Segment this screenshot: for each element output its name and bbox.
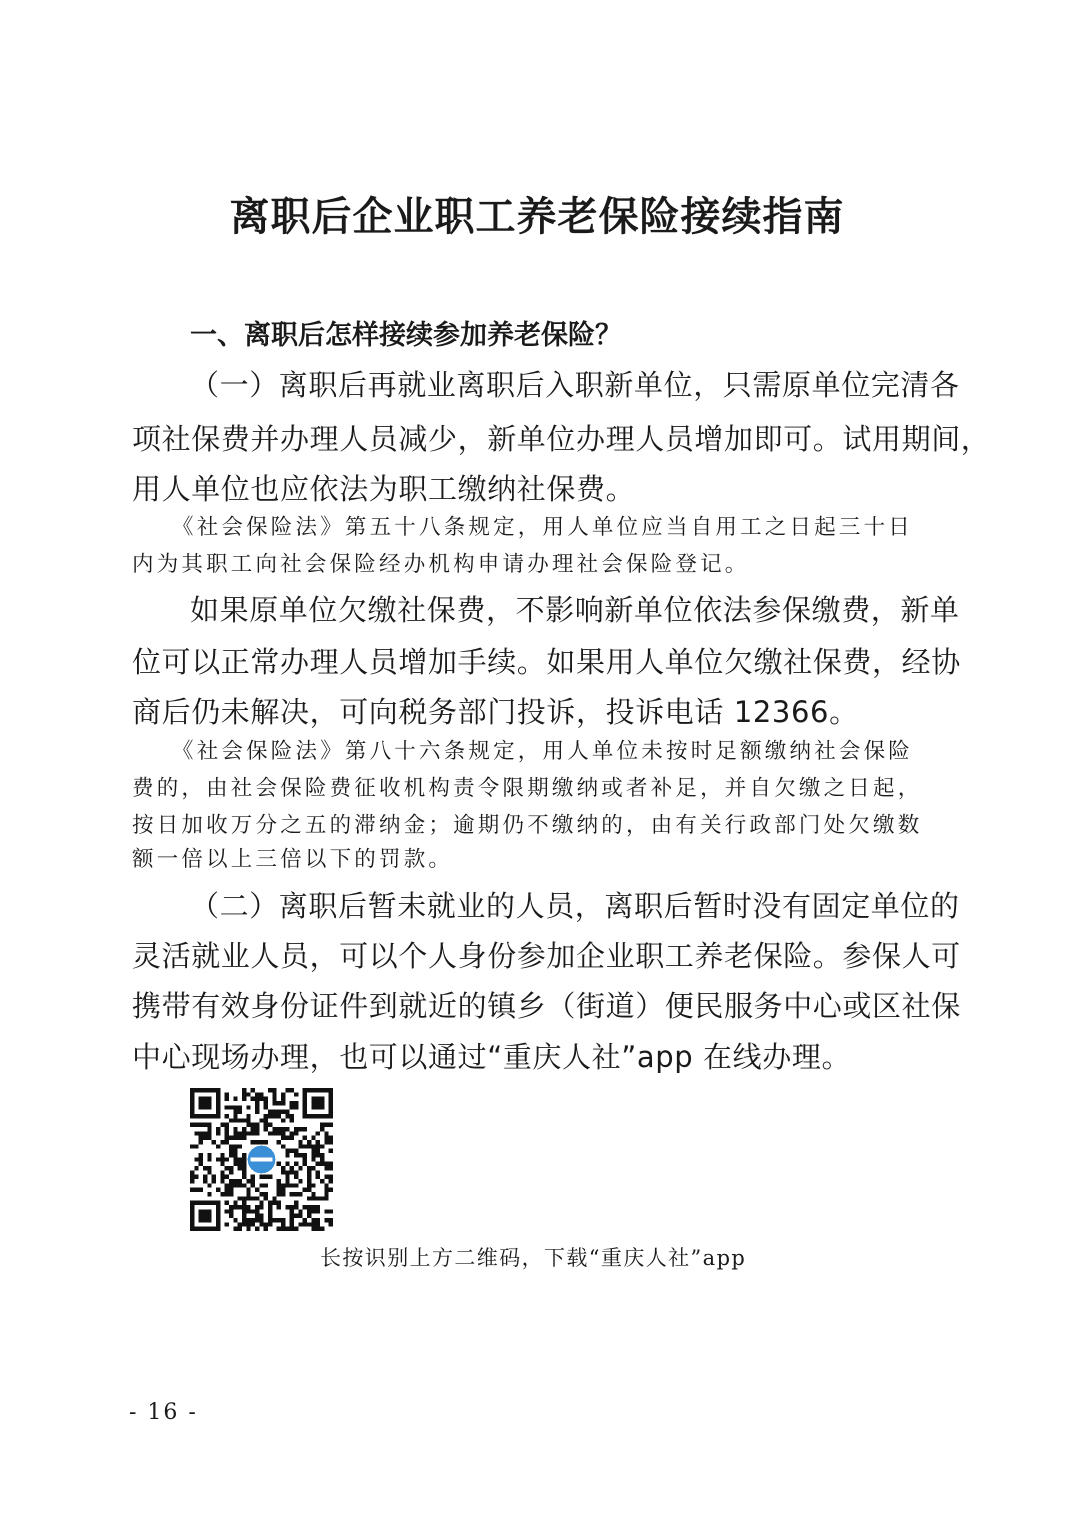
quote2-line-1: 《社会保险法》第八十六条规定，用人单位未按时足额缴纳社会保险	[172, 739, 914, 764]
section-heading: 一、离职后怎样接续参加养老保险？	[190, 320, 622, 351]
quote2-line-3: 按日加收万分之五的滞纳金；逾期仍不缴纳的，由有关行政部门处欠缴数	[132, 813, 923, 838]
para3-line-4: 中心现场办理，也可以通过“重庆人社”app 在线办理。	[132, 1040, 852, 1074]
para3-line-2: 灵活就业人员，可以个人身份参加企业职工养老保险。参保人可	[132, 939, 961, 973]
quote2-line-2: 费的，由社会保险费征收机构责令限期缴纳或者补足，并自欠缴之日起，	[132, 776, 923, 801]
para3-line-1: （二）离职后暂未就业的人员，离职后暂时没有固定单位的	[190, 889, 960, 923]
document-title: 离职后企业职工养老保险接续指南	[229, 193, 845, 240]
quote2-line-4: 额一倍以上三倍以下的罚款。	[132, 847, 454, 872]
qr-caption: 长按识别上方二维码，下载“重庆人社”app	[320, 1246, 747, 1270]
quote1-line-2: 内为其职工向社会保险经办机构申请办理社会保险登记。	[132, 552, 750, 577]
para1-line-2: 项社保费并办理人员减少，新单位办理人员增加即可。试用期间，	[132, 422, 991, 456]
qr-code[interactable]	[190, 1088, 333, 1231]
page-number: - 16 -	[129, 1400, 198, 1425]
quote1-line-1: 《社会保险法》第五十八条规定，用人单位应当自用工之日起三十日	[172, 515, 914, 540]
para2-line-3: 商后仍未解决，可向税务部门投诉，投诉电话 12366。	[132, 695, 859, 729]
para1-line-3: 用人单位也应依法为职工缴纳社保费。	[132, 472, 636, 506]
para2-line-2: 位可以正常办理人员增加手续。如果用人单位欠缴社保费，经协	[132, 645, 961, 679]
para2-line-1: 如果原单位欠缴社保费，不影响新单位依法参保缴费，新单	[190, 593, 960, 627]
para3-line-3: 携带有效身份证件到就近的镇乡（街道）便民服务中心或区社保	[132, 989, 961, 1023]
para1-line-1: （一）离职后再就业离职后入职新单位，只需原单位完清各	[190, 368, 960, 402]
